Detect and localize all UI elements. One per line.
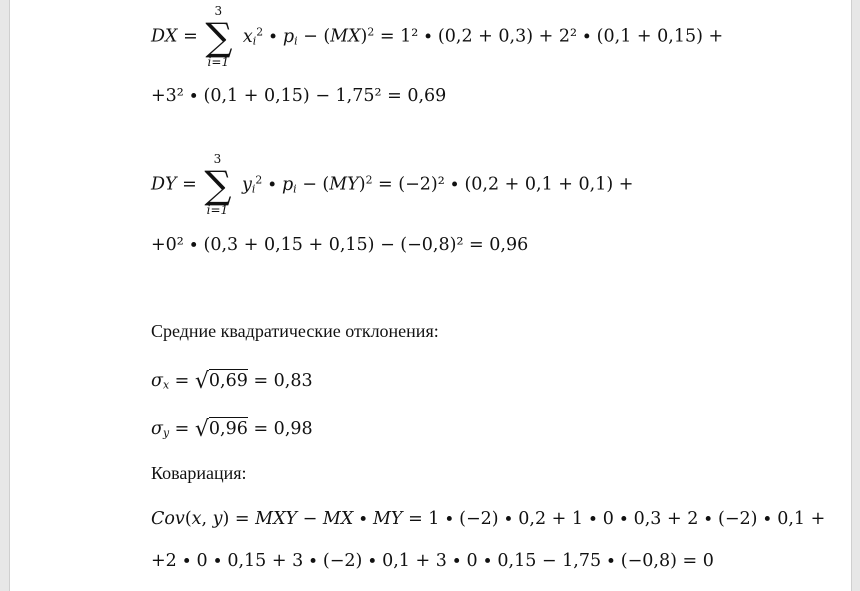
sigma-y-sqrt: √0,96	[194, 417, 248, 442]
dy-sum-upper: 3	[213, 152, 222, 166]
sigma-x-sqrt: √0,69	[194, 369, 248, 394]
cov-rhs: = 1 ∙ (−2) ∙ 0,2 + 1 ∙ 0 ∙ 0,3 + 2 ∙ (−2) ∙ 0,1 +	[402, 509, 826, 529]
dy-formula-line-2: +0² ∙ (0,3 + 0,15 + 0,15) − (−0,8)² = 0,96	[151, 235, 529, 255]
dx-sum-operator: 3 ∑ i=1	[205, 18, 231, 56]
dy-formula-line-1: DY = 3 ∑ i=1 $y_i^2 \cdot p_i - (MY)^2 = (-2)^2 \cdot (0,2 + 0,1 + 0,1)$ +	[151, 152, 634, 217]
cov-formula-line-2: +2 ∙ 0 ∙ 0,15 + 3 ∙ (−2) ∙ 0,1 + 3 ∙ 0 ∙ 0,15 − 1,75 ∙ (−0,8) = 0	[151, 551, 714, 571]
sigma-x-result: = 0,83	[247, 371, 313, 391]
dy-sum-lower: i=1	[206, 203, 229, 217]
sigma-y-radicand: 0,96	[208, 419, 248, 439]
dx-sum-upper: 3	[214, 4, 223, 18]
sigma-x-radicand: 0,69	[208, 371, 248, 391]
dx-formula-line-2: +3² ∙ (0,1 + 0,15) − 1,75² = 0,69	[151, 86, 447, 106]
dy-sum-operator: 3 ∑ i=1	[204, 166, 230, 204]
sigma-x-formula: $\sigma_x = √0,69 = 0,83$	[151, 369, 313, 394]
covariance-heading: Ковариация:	[151, 463, 247, 483]
sigma-y-formula: $\sigma_y = √0,96 = 0,98$	[151, 417, 313, 442]
document-page	[9, 0, 852, 591]
cov-formula-line-1: Cov(x, y) = MXY − MX ∙ MY = 1 ∙ (−2) ∙ 0,2 + 1 ∙ 0 ∙ 0,3 + 2 ∙ (−2) ∙ 0,1 +	[151, 509, 826, 529]
dx-rhs: = 1² ∙ (0,2 + 0,3) + 2² ∙ (0,1 + 0,15) +	[374, 26, 724, 47]
dx-lhs: DX	[151, 26, 178, 47]
std-deviation-heading: Средние квадратические отклонения:	[151, 321, 439, 341]
dy-rhs: = (−2)² ∙ (0,2 + 0,1 + 0,1) +	[372, 174, 634, 195]
sigma-y-result: = 0,98	[247, 419, 313, 439]
dy-lhs: DY	[151, 174, 177, 195]
dx-sum-lower: i=1	[207, 55, 230, 69]
dx-formula-line-1: DX = 3 ∑ i=1 $x_i^2 \cdot p_i - (MX)^2 = 1^2 \cdot (0,2 + 0,3) + 2^2 \cdot (0,1 + 0,15)$ +	[151, 4, 724, 69]
